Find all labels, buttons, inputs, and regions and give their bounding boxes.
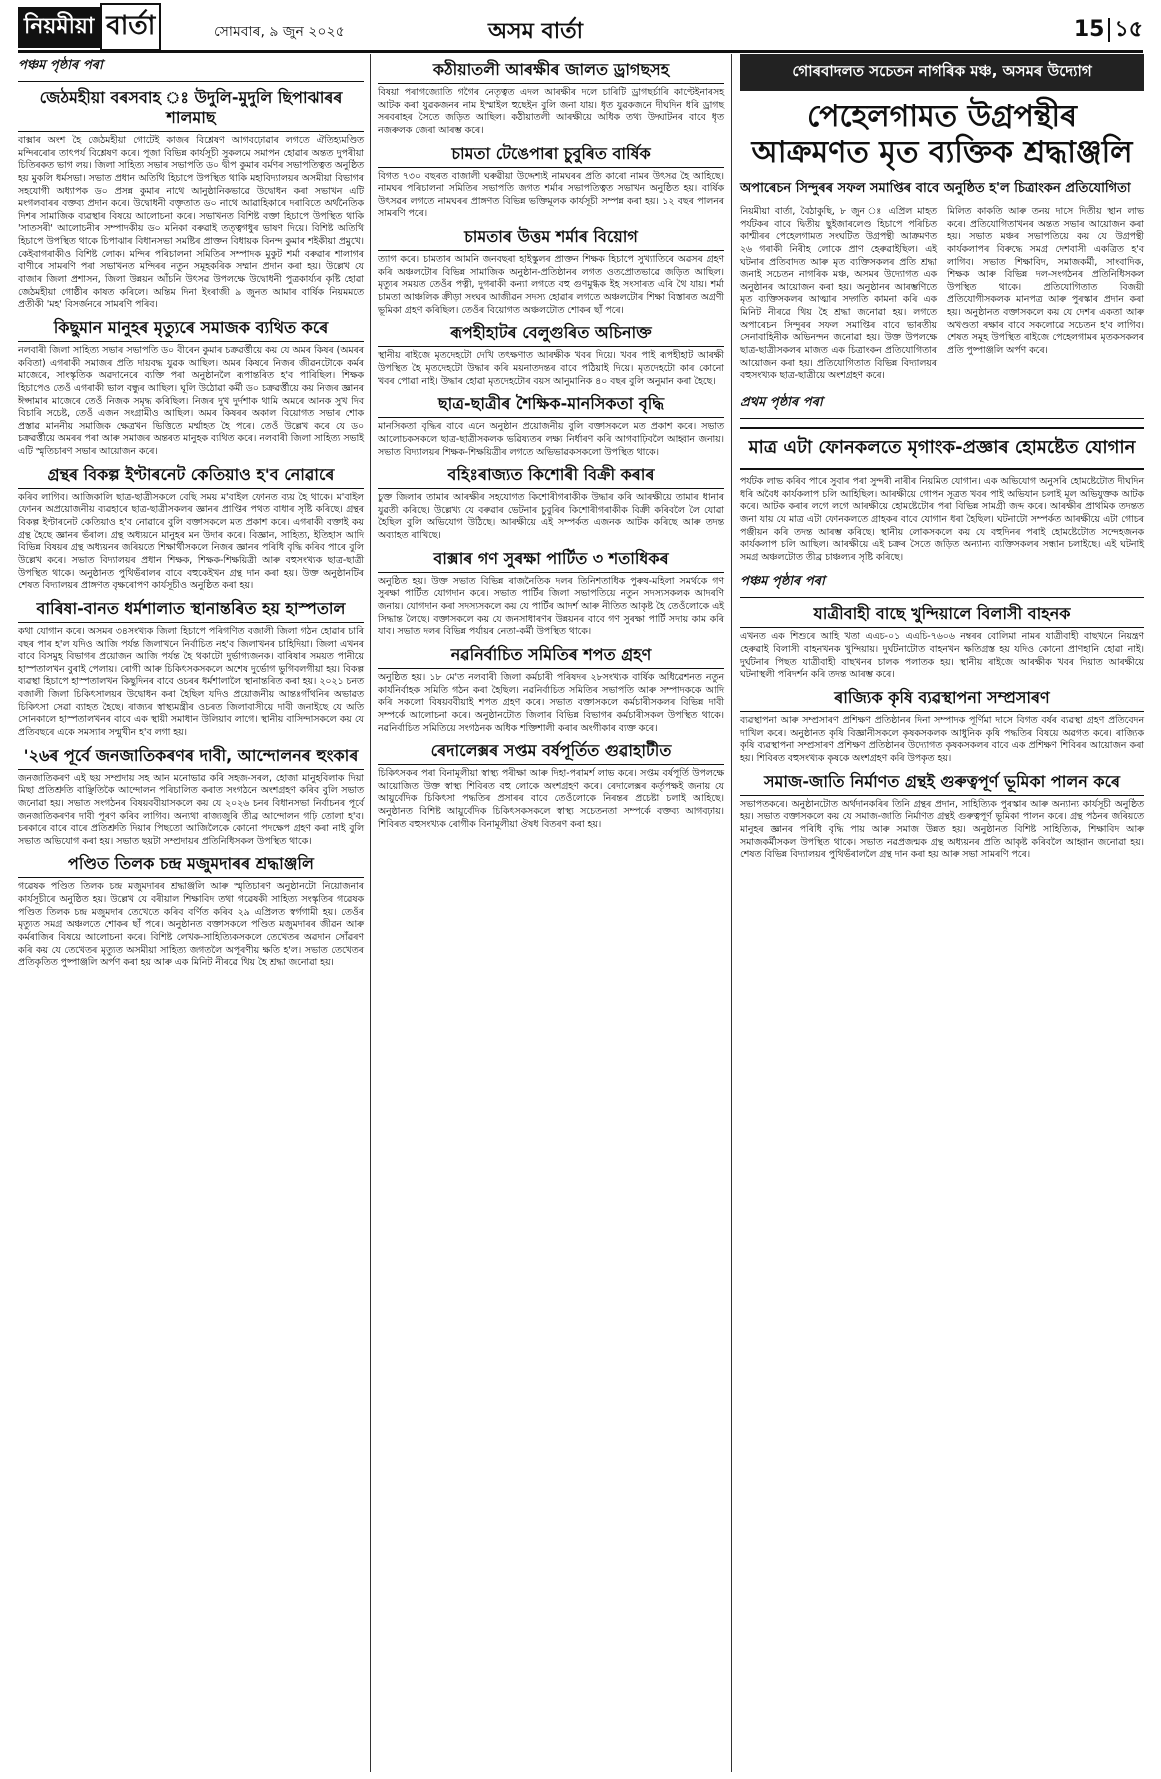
logo-part1: নিয়মীয়া	[18, 7, 100, 48]
page-number	[1074, 12, 1143, 49]
continued-label: পঞ্চম পৃষ্ঠাৰ পৰা	[18, 58, 103, 73]
article-body: সভাপতকৰে। অনুষ্ঠানটোত অৰ্থদানকৰিৰ তিনি গ্ৰন্থৰ প্ৰদান, সাহিত্যিক পুৰস্কাৰ আৰু অন্যান্য কাৰ্যসূচী অনুষ্ঠিত হয়। সভাত বক্তাসকলে কয় যে সমাজ-জাতি নিৰ্মাণত গ্ৰন্থই গুৰুত্বপূৰ্ণ ভূমিকা পালন কৰে। গ্ৰন্থ পঠনৰ জৰিয়তে মানুহৰ জ্ঞানৰ পৰিধি বৃদ্ধি পায় আৰু সমাজ উন্নত হয়। অনুষ্ঠানত বিশিষ্ট সাহিত্যিক, শিক্ষাবিদ আৰু সমাজকৰ্মীসকল উপস্থিত থাকে। সভাত নৱপ্ৰজন্মক গ্ৰন্থ অধ্যয়নৰ প্ৰতি আকৃষ্ট কৰিবলৈ আহ্বান জনোৱা হয়। শেষত বিভিন্ন বিদ্যালয়ৰ পুথিভঁৰাললৈ গ্ৰন্থ দান কৰা হয় আৰু সভা সামৰণি পৰে।	[740, 798, 1144, 861]
column-rule	[731, 54, 732, 1772]
article-headline: ছাত্ৰ-ছাত্ৰীৰ শৈক্ষিক-মানসিকতা বৃদ্ধি	[378, 394, 724, 418]
article-headline: মাত্ৰ এটা ফোনকলতে মৃগাংক-প্ৰজ্ঞাৰ হোমষ্টেত যোগান	[740, 427, 1144, 470]
divider	[740, 597, 1144, 598]
newspaper-logo	[18, 10, 161, 44]
article-body: বিষয়া পৰাগজ্যোতি গগৈৰ নেতৃত্বত এদল আৰক্ষীৰ দলে চাৰিটি ড্ৰাগছৰ্চাৰি কাণ্টেইনাৰসহ আটক কৰা যুৱকজনৰ নাম ইস্মাইল হুছেইন বুলি জনা যায়। ধৃত যুৱকজনে দীঘদিন ধৰি ড্ৰাগছ সৰবৰাহৰ সৈতে জড়িত আছিল। কঠীয়াতলী আৰক্ষীয়ে অধিক তথ্য উদ্ঘাটনৰ বাবে ধৃত নজৰুলক জেৰা আৰম্ভ কৰে।	[378, 87, 724, 136]
article-headline: চামতাৰ উত্তম শৰ্মাৰ বিয়োগ	[378, 227, 724, 251]
lead-headline-line1: পেহেলগামত উগ্ৰপন্থীৰ	[806, 99, 1078, 134]
article-body: অনুষ্ঠিত হয়। ১৮ মে'ত নলবাৰী জিলা কৰ্মচাৰী পৰিষদৰ ২৮সংখ্যক বাৰ্ষিক অধিৱেশনত নতুন কাৰ্যনিৰ্বাহক সমিতি গঠন কৰা হৈছিল। নৱনিৰ্বাচিত সমিতিৰ সভাপতি আৰু সম্পাদককে আদি কৰি সকলো বিষয়ববীয়াই শপত গ্ৰহণ কৰে। সভাত বক্তাসকলে কৰ্মচাৰীসকলৰ বিভিন্ন দাবী সম্পৰ্কে আলোচনা কৰে। অনুষ্ঠানটোত জিলাৰ বিভিন্ন বিভাগৰ কৰ্মচাৰীসকল উপস্থিত থাকে। নৱনিৰ্বাচিত সমিতিয়ে সংগঠনক অধিক শক্তিশালী কৰাৰ অংগীকাৰ ব্যক্ত কৰে।	[378, 671, 724, 734]
article-body: বিগত ৭৩০ বছৰত বাজালী ঘৰুৱীয়া উদ্দেশ্যই নামঘৰৰ প্ৰতি কাৰো নামৰ উৎসৱ হৈ আহিছে। নামঘৰ পৰিচালনা সমিতিৰ সভাপতি জগত শৰ্মাৰ সভাপতিত্বত সভাখন অনুষ্ঠিত হয়। বাৰ্ষিক উৎসৱৰ লগতে নামঘৰৰ প্ৰাঙ্গণত বিভিন্ন ভক্তিমূলক কাৰ্যসূচী সম্পন্ন কৰা হয়। ১২ বছৰ পালনৰ সামৰণি পৰে।	[378, 170, 724, 220]
article-headline: যাত্ৰীবাহী বাছে খুন্দিয়ালে বিলাসী বাহনক	[740, 604, 1144, 628]
column-rule	[370, 54, 371, 1772]
lead-body-left: নিয়মীয়া বাৰ্তা, বৈঠাকুছি, ৮ জুন ঃ এপ্ৰিল মাহত পৰ্যটকৰ বাবে দ্বিতীয় ছুইজাৰলেণ্ড হিচাপে পৰিচিত কাশ্মীৰৰ পেহেলগামত সংঘটিত উগ্ৰপন্থী আক্ৰমণত ২৬ গৰাকী নিৰীহ লোকে প্ৰাণ হেৰুৱাইছিল। এই ঘটনাৰ প্ৰতিবাদত আৰু মৃত ব্যক্তিসকলৰ প্ৰতি শ্ৰদ্ধা জনাই সচেতন নাগৰিক মঞ্চ, অসমৰ উদ্যোগত এক অনুষ্ঠানৰ আয়োজন কৰা হয়। অনুষ্ঠানৰ আৰম্ভণিতে মৃত ব্যক্তিসকলৰ আত্মাৰ সদ্গতি কামনা কৰি এক মিনিট নীৰৱে থিয় হৈ শ্ৰদ্ধা জনোৱা হয়। লগতে অপাৰেচন সিন্দুৰৰ সফল সমাপ্তিৰ বাবে ভাৰতীয় সেনাবাহিনীক অভিনন্দন জনোৱা হয়। উক্ত উপলক্ষে ছাত্ৰ-ছাত্ৰীসকলৰ মাজত এক চিত্ৰাংকন প্ৰতিযোগিতাৰ আয়োজন কৰা হয়। প্ৰতিযোগিতাত বিভিন্ন বিদ্যালয়ৰ বহুসংখ্যক ছাত্ৰ-ছাত্ৰীয়ে অংশগ্ৰহণ কৰে।	[740, 206, 937, 382]
article-body: ব্যৱস্থাপনা আৰু সম্প্ৰসাৰণ প্ৰশিক্ষণ প্ৰতিষ্ঠানৰ দিনা সম্পাদক পূৰ্ণিমা দাসে বিগত বৰ্ষৰ ব্যৱস্থা গ্ৰহণ প্ৰতিবেদন দাখিল কৰে। অনুষ্ঠানত কৃষি বিজ্ঞানীসকলে কৃষকসকলক আধুনিক কৃষি পদ্ধতিৰ বিষয়ে অৱগত কৰে। ৰাজ্যিক কৃষি ব্যৱস্থাপনা সম্প্ৰসাৰণ প্ৰশিক্ষণ প্ৰতিষ্ঠানৰ উদ্যোগত কৃষকসকলৰ বাবে এক প্ৰশিক্ষণ শিবিৰৰ আয়োজন কৰা হয়। শিবিৰত বহুসংখ্যক কৃষকে অংশগ্ৰহণ কৰি উপকৃত হয়।	[740, 715, 1144, 764]
article-headline: ৰেদালেক্সৰ সপ্তম বৰ্ষপূৰ্তিত গুৱাহাটীত	[378, 741, 724, 765]
article-headline: বাৰিষা-বানত ধৰ্মশালাত স্থানান্তৰিত হয় হাস্পতাল	[18, 599, 364, 623]
divider	[740, 418, 1144, 419]
article-headline: চামতা টেঙেপাৰা চুবুৰিত বাৰ্ষিক	[378, 144, 724, 168]
lead-body-right: মিলিত কাকতি আৰু তনয় দাসে দিতীয় স্থান লাভ কৰে। প্ৰতিযোগিতাখনৰ অন্তত সভাৰ আয়োজন কৰা হয়। সভাত মঞ্চৰ সভাপতিয়ে কয় যে উগ্ৰপন্থী কাৰ্যকলাপৰ বিৰুদ্ধে সমগ্ৰ দেশবাসী একত্ৰিত হ'ব লাগিব। সভাত শিক্ষাবিদ, সমাজকৰ্মী, সাংবাদিক, শিক্ষক আৰু বিভিন্ন দল-সংগঠনৰ প্ৰতিনিধিসকল উপস্থিত থাকে। প্ৰতিযোগিতাত বিজয়ী প্ৰতিযোগীসকলক মানপত্ৰ আৰু পুৰস্কাৰ প্ৰদান কৰা হয়। অনুষ্ঠানত বক্তাসকলে কয় যে দেশৰ একতা আৰু অখণ্ডতা ৰক্ষাৰ বাবে সকলোৱে সচেতন হ'ব লাগিব। শেষত সমূহ উপস্থিত ৰাইজে পেহেলগামৰ মৃতকসকলৰ প্ৰতি পুষ্পাঞ্জলি অৰ্পণ কৰে।	[947, 206, 1144, 357]
article-body: কথা যোগান কৰে। অসমৰ ৩৪সংখ্যক জিলা হিচাপে পৰিগণিত বজালী জিলা গঠন হোৱাৰ চাৰি বছৰ পাৰ হ'ল যদিও আজি পৰ্যন্ত জিলাখনে নিৰ্বাচিত নহ'ব জিলাখনৰ চাহিদিয়া। জিলা এখনৰ বাবে বিসমুহ বিভাগৰ প্ৰয়োজন আজি পৰ্যন্ত হৈ থকাটো দুৰ্ভাগ্যজনক। বাৰিষাৰ সময়ত পানীয়ে হাস্পতালখন বুৰাই পেলায়। ৰোগী আৰু চিকিৎসকসকলে অশেষ দুৰ্ভোগ ভুগিবলগীয়া হয়। বিকল্প ব্যৱস্থা হিচাপে হাস্পতালখন কিছুদিনৰ বাবে ওচৰৰ ধৰ্মশালালৈ স্থানান্তৰিত কৰা হয়। ২০২১ চনত বজালী জিলা চিকিৎসালয়ৰ উদ্বোধন কৰা হৈছিল যদিও প্ৰয়োজনীয় আন্তঃগাঁথনিৰ অভাৱত চিকিৎসা সেৱা ব্যাহত হৈছে। ৰাজ্যৰ স্বাস্থ্যমন্ত্ৰীৰ ওচৰত জিলাবাসীয়ে দাবী জনাইছে যে অতি সোনকালে হাস্পতালখনৰ বাবে এক স্থায়ী সমাধান উলিয়াব লাগে। স্থানীয় বাসিন্দাসকলে কয় যে প্ৰতিবছৰে একে সমস্যাৰ সন্মুখীন হ'ব লগা হয়।	[18, 625, 364, 738]
logo-part2: বার্তা	[100, 3, 161, 51]
page-number-assamese: ১৫	[1114, 17, 1143, 42]
issue-date: সোমবাৰ, ৯ জুন ২০২৫	[214, 24, 345, 40]
column-right	[740, 54, 1144, 866]
article-headline: সমাজ-জাতি নিৰ্মাণত গ্ৰন্থই গুৰুত্বপূৰ্ণ ভূমিকা পালন কৰে	[740, 772, 1144, 796]
section-title: অসম বাৰ্তা	[488, 19, 583, 44]
article-body: জনজাতিকৰণ এই ছয় সম্প্ৰদায় সহ আন মনোভাৱ কৰি সহজ-সৰল, হোজা মানুহবিলাক দিয়া মিছা প্ৰতিশ্ৰুতি বাঞ্ছিতিকৈ আন্দোলন পৰিচালিত কৰাত সংগঠনে অংশগ্ৰহণ কৰিব বুলি সভাত জনোৱা হয়। সভাত সংগঠনৰ বিষয়ববীয়াসকলে কয় যে ২০২৬ চনৰ বিধানসভা নিৰ্বাচনৰ পূৰ্বে জনজাতিকৰণৰ দাবী পূৰণ কৰিব লাগিব। অন্যথা ৰাজ্যজুৰি তীব্ৰ আন্দোলন গঢ়ি তোলা হ'ব। চৰকাৰে বাৰে বাৰে প্ৰতিশ্ৰুতি দিয়াৰ পিছতো আজিলৈকে কোনো পদক্ষেপ গ্ৰহণ কৰা নাই বুলি সভাত অভিযোগ কৰা হয়। সভাত ছয়টা সম্প্ৰদায়ৰ প্ৰতিনিধিসকল উপস্থিত থাকে।	[18, 772, 364, 847]
article-body: এখনত এক শিশুৰে আহি খতা এএচ-০১ এএচি-৭৬০৬ নম্বৰৰ বোলিমা নামৰ যাত্ৰীবাহী বাছখনে নিয়ন্ত্ৰণ হেৰুৱাই বিলাসী বাহনখনক খুন্দিয়ায়। দুৰ্ঘটনাটোত বাহনখন ক্ষতিগ্ৰস্ত হয় যদিও কোনো প্ৰাণহানি হোৱা নাই। দুৰ্ঘটনাৰ পিছত যাত্ৰীবাহী বাছখনৰ চালক পলাতক হয়। স্থানীয় ৰাইজে আৰক্ষীক খবৰ দিয়াত আৰক্ষীয়ে ঘটনাস্থলী পৰিদৰ্শন কৰি তদন্ত আৰম্ভ কৰে।	[740, 631, 1144, 681]
article-headline: বহিঃৰাজ্যত কিশোৰী বিক্ৰী কৰাৰ	[378, 465, 724, 489]
article-body: মানসিকতা বৃদ্ধিৰ বাবে এনে অনুষ্ঠান প্ৰয়োজনীয় বুলি বক্তাসকলে মত প্ৰকাশ কৰে। সভাত আলোচকসকলে ছাত্ৰ-ছাত্ৰীসকলক ভৱিষ্যতৰ লক্ষ্য নিৰ্ধাৰণ কৰি আগবাঢ়িবলৈ আহ্বান জনায়। সভাত বিদ্যালয়ৰ শিক্ষক-শিক্ষয়িত্ৰীৰ লগতে অভিভাৱকসকলো উপস্থিত থাকে।	[378, 421, 724, 458]
article-headline: নৱনিৰ্বাচিত সমিতিৰ শপত গ্ৰহণ	[378, 645, 724, 669]
masthead	[18, 6, 1143, 53]
article-body: ত্যাগ কৰে। চামতাৰ আমনি জনবছৰা হাইস্কুলৰ প্ৰাক্তন শিক্ষক হিচাপে সুখ্যাতিৰে অৱসৰ গ্ৰহণ কৰি অঞ্চলটোৰ বিভিন্ন সামাজিক অনুষ্ঠান-প্ৰতিষ্ঠানৰ লগত ওতপ্ৰোতভাৱে জড়িত আছিল। মৃত্যুৰ সময়ত তেওঁৰ পত্নী, দুগৰাকী কন্যা লগতে বহু গুণমুগ্ধক ইহ সংসাৰত এৰি থৈ যায়। শৰ্মা চামতা আঞ্চলিক ক্ৰীড়া সংঘৰ আজীৱন সদস্য হোৱাৰ লগতে অঞ্চলটোৰ শিক্ষা বিস্তাৰত অগ্ৰণী ভূমিকা গ্ৰহণ কৰিছিল। তেওঁৰ বিয়োগত অঞ্চলটোত শোকৰ ছাঁ পৰে।	[378, 254, 724, 316]
article-body: কৰিব লাগিব। আজিকালি ছাত্ৰ-ছাত্ৰীসকলে বেছি সময় ম'বাইল ফোনত ব্যয় হৈ থাকে। ম'বাইল ফোনৰ অপ্ৰয়োজনীয় ব্যৱহাৰে ছাত্ৰ-ছাত্ৰীসকলৰ জ্ঞানৰ প্ৰাপ্তিৰ পথত বাধাৰ সৃষ্টি কৰিছে। গ্ৰন্থৰ বিকল্প ইণ্টাৰনেট কেতিয়াও হ'ব নোৱাৰে বুলি বক্তাসকলে মত প্ৰকাশ কৰে। এগৰাকী বক্তাই কয় গ্ৰন্থ হৈছে জ্ঞানৰ ভঁৰাল। গ্ৰন্থ অধ্যয়নে মানুহৰ মন উদাৰ কৰে। বিজ্ঞান, সাহিত্য, ইতিহাস আদি বিভিন্ন বিষয়ৰ গ্ৰন্থ অধ্যয়নৰ জৰিয়তে শিক্ষাৰ্থীসকলে নিজৰ জ্ঞানৰ পৰিধি বৃদ্ধি কৰিব পাৰে বুলি উল্লেখ কৰে। সভাত বিদ্যালয়ৰ প্ৰধান শিক্ষক, শিক্ষক-শিক্ষয়িত্ৰী আৰু বহুসংখ্যক ছাত্ৰ-ছাত্ৰী উপস্থিত থাকে। অনুষ্ঠানত পুথিভঁৰালৰ বাবে বহুকেইখন গ্ৰন্থ দান কৰা হয়। উক্ত অনুষ্ঠানটিৰ শেষত বিদ্যালয়ৰ প্ৰাঙ্গণত বৃক্ষৰোপণ কাৰ্যসূচীও অনুষ্ঠিত কৰা হয়।	[18, 491, 364, 592]
article-body: বাক্সাৰ অংশ হৈ জেঠমহীয়া গোটেই কাজৰ বিশ্লেষণ আগবঢ়োৱাৰ লগতে ঐতিহ্যমণ্ডিত মন্দিৰৰোৰ তাৎপৰ্য বিশ্লেষণ কৰে। পূজা বিভিন্ন কাৰ্যসূচী সুকলমে সমাপন হোৱাৰ অন্তত দুপৰীয়া চিতিৰকত ভাগ লয়। জিলা সাহিত্য সভাৰ সভাপতি ড০ দ্বীপ কুমাৰ বৰ্মণৰ সভাপতিত্বত অনুষ্ঠিত হয় মুকলি ধৰ্মসভা। সভাত প্ৰধান অতিথি হিচাপে উপস্থিত থাকি মহাবিদ্যালয়ৰ অসমীয়া বিভাগৰ সহযোগী অধ্যাপক ড০ প্ৰসন্ন কুমাৰ নাথে আনুষ্ঠানিকভাৱে উদ্বোধন কৰা সভাখন এটি মংগলবাৰৰ বক্তব্য প্ৰদান কৰে। উদ্বোধনী বক্তৃতাত ড০ নাথে আৱাহিকাৰে দৰাবিতে অৰ্থনৈতিক দিশৰ সামাজিক ব্যৱস্থাৰ বিষয়ে আলোচনা কৰে। সভাখনত বিশিষ্ট বক্তা হিচাপে উপস্থিত থাকি 'সাতসৰী' আলোচনীৰ সম্পাদকীয় ড০ মনিকা বৰুৱাই তত্ত্বগধুৰ ভাষণ দিয়ে। বিশিষ্ট অতিথি হিচাপে উপস্থিত থাকে চিপাঝাৰ বিধানসভা সমষ্টিৰ প্ৰাক্তন বিধায়ক বিনন্দ কুমাৰ শইকীয়া প্ৰমুখে। কেইবাগৰাকীও বিশিষ্ট লোক। মন্দিৰ পৰিচালনা সমিতিৰ সম্পাদক মুকুট শৰ্মা বৰুৱাৰ শালাগৰ বাণীৰে সামৰণি পৰা সভাখনত মন্দিৰৰ নতুন সমূহকৰিক সম্মান প্ৰদান কৰা হয়। উল্লেখ যে বাজাৰ জিলা প্ৰশাসন, জিলা উন্নয়ন আঁচনি উৎসৱ উপলক্ষে উদ্বোধনী পুত্ৰকাৰ্য্যৰ কৃষ্টি হোৱা জেঠমহীয়া গোষ্ঠীৰ কাষত কৰিলে। অন্তিম দিনা ইংৰাজী ৯ জুনত আমাৰ বাৰ্ষিক নিয়মমতে প্ৰতীকী 'মহ' বিসৰ্জনৰে সামৰণি পৰিব।	[18, 135, 364, 311]
lead-article-body	[740, 206, 1144, 383]
continued-label: পঞ্চম পৃষ্ঠাৰ পৰা	[740, 574, 825, 590]
article-headline: '২৬ৰ পূৰ্বে জনজাতিকৰণৰ দাবী, আন্দোলনৰ হুংকাৰ	[18, 746, 364, 770]
article-headline: কঠীয়াতলী আৰক্ষীৰ জালত ড্ৰাগছসহ	[378, 60, 724, 84]
article-headline: কিছুমান মানুহৰ মৃত্যুৰে সমাজক ব্যথিত কৰে	[18, 318, 364, 342]
divider	[18, 81, 364, 82]
column-middle	[378, 54, 724, 835]
lead-subheadline: অপাৰেচন সিন্দুৰৰ সফল সমাপ্তিৰ বাবে অনুষ্ঠিত হ'ল চিত্ৰাংকন প্ৰতিযোগিতা	[740, 181, 1131, 196]
article-headline: পণ্ডিত তিলক চন্দ্ৰ মজুমদাৰৰ শ্ৰদ্ধাঞ্জলি	[18, 854, 364, 878]
article-body: পৰ্যটক লাভ কৰিব পাৰে সুবাৰ পৰা সুন্দৰী নাৰীৰ নিয়মিত যোগান। এক অভিযোগ অনুসৰি হোমষ্টেটোত দীঘদিন ধৰি অবৈধ কাৰ্যকলাপ চলি আহিছিল। আৰক্ষীয়ে গোপন সূত্ৰত খবৰ পাই অভিযান চলাই মূল অভিযুক্তক আটক কৰে। আটক কৰাৰ লগে লগে আৰক্ষীয়ে হোমষ্টেটোৰ পৰা বিভিন্ন সামগ্ৰী জব্দ কৰে। আৰক্ষীৰ প্ৰাথমিক তদন্তত জনা যায় যে মাত্ৰ এটা ফোনকলতে গ্ৰাহকৰ বাবে যোগান ধৰা হৈছিল। ঘটনাটো সম্পৰ্কত আৰক্ষীয়ে এটা গোচৰ পঞ্জীয়ন কৰি তদন্ত আৰম্ভ কৰিছে। স্থানীয় লোকসকলে কয় যে বহুদিনৰ পৰাই হোমষ্টেটোত সন্দেহজনক কাৰ্যকলাপ চলি আছিল। আৰক্ষীয়ে এই চক্ৰৰ সৈতে জড়িত অন্যান্য ব্যক্তিসকলৰ সন্ধান চলাইছে। এই ঘটনাই সমগ্ৰ অঞ্চলটোত তীব্ৰ চাঞ্চল্যৰ সৃষ্টি কৰিছে।	[740, 475, 1144, 563]
continued-label: প্ৰথম পৃষ্ঠাৰ পৰা	[740, 394, 823, 410]
page-number-latin: 15	[1073, 17, 1105, 42]
article-headline: জেঠমহীয়া বৰসবাহ ঃ উদুলি-মুদুলি ছিপাঝাৰৰ শালমাছ	[18, 88, 364, 132]
article-headline: ৰূপহীহাটৰ বেলুগুৰিত অচিনাক্ত	[378, 323, 724, 347]
article-headline: ৰাজ্যিক কৃষি ব্যৱস্থাপনা সম্প্ৰসাৰণ	[740, 688, 1144, 712]
article-body: চুক্ত জিলাৰ তামাৰ আৰক্ষীৰ সহযোগত কিশোৰীগৰাকীক উদ্ধাৰ কৰি আৰক্ষীয়ে তামাৰ ধানাৰ যুৱতী কৰিছে। উল্লেখ্য যে বৰুৱাৰ ভেটনাৰ চুবুৰিৰ কিশোৰীগৰাকীক বিক্ৰী কৰিবলৈ লৈ যোৱা হৈছিল বুলি অভিযোগ উঠিছে। আৰক্ষীয়ে এই সম্পৰ্কত এজনক আটক কৰিছে আৰু তদন্ত অব্যাহত ৰাখিছে।	[378, 492, 724, 542]
article-headline: বাক্সাৰ গণ সুৰক্ষা পাৰ্টিত ৩ শতাধিকৰ	[378, 549, 724, 573]
article-body: অনুষ্ঠিত হয়। উক্ত সভাত বিভিন্ন ৰাজনৈতিক দলৰ তিনিশতাধিক পুৰুষ-মহিলা সমৰ্থকে গণ সুৰক্ষা পাৰ্টিত যোগদান কৰে। সভাত পাৰ্টিৰ জিলা সভাপতিয়ে নতুন সদস্যসকলক আদৰণি জনায়। যোগদান কৰা সদস্যসকলে কয় যে পাৰ্টিৰ আদৰ্শ আৰু নীতিত আকৃষ্ট হৈ তেওঁলোকে এই সিদ্ধান্ত লৈছে। বক্তাসকলে কয় যে জনসাধাৰণৰ উন্নয়নৰ বাবে গণ সুৰক্ষা পাৰ্টি সদায় কাম কৰি যাব। সভাত দলৰ বিভিন্ন পৰ্যায়ৰ নেতা-কৰ্মী উপস্থিত থাকে।	[378, 575, 724, 638]
article-body: গৱেষক পণ্ডিত তিলক চন্দ্ৰ মজুমদাৰৰ শ্ৰদ্ধাঞ্জলি আৰু স্মৃতিচাৰণ অনুষ্ঠানটো নিয়োজনাৰ কাৰ্যসূচীৰে অনুষ্ঠিত হয়। উল্লেখ যে বৰীয়াল শিক্ষাবিদ তথা গৱেষকী সাহিত্য সংস্কৃতিৰ গৱেষক পণ্ডিত তিলক চন্দ্ৰ মজুমদাৰ তেখেতে কৰিব বৰ্ণিত কৰিব ২৯ এপ্ৰিলত স্বৰ্গগামী হয়। তেওঁৰ মৃত্যুত সমগ্ৰ অঞ্চলতে শোকৰ ছাঁ পৰে। অনুষ্ঠানত বক্তাসকলে পণ্ডিত মজুমদাৰৰ জীৱন আৰু কৰ্মৰাজিৰ বিষয়ে আলোচনা কৰে। বিশিষ্ট লেখক-সাহিত্যিকসকলে তেখেতৰ অৱদান সোঁৱৰণ কৰি কয় যে তেখেতৰ মৃত্যুত অসমীয়া সাহিত্য জগতলৈ অপূৰণীয় ক্ষতি হ'ল। সভাত তেখেতৰ প্ৰতিকৃতিত পুষ্পাঞ্জলি অৰ্পণ কৰা হয় আৰু এক মিনিট নীৰৱে থিয় হৈ শ্ৰদ্ধা জনোৱা হয়।	[18, 881, 364, 969]
article-headline: গ্ৰন্থৰ বিকল্প ইণ্টাৰনেট কেতিয়াও হ'ব নোৱাৰে	[18, 465, 364, 489]
article-body: স্থানীয় ৰাইজে মৃতদেহটো দেখি তৎক্ষণাত আৰক্ষীক খবৰ দিয়ে। খবৰ পাই ৰূপহীহাট আৰক্ষী উপস্থিত হৈ মৃতদেহটো উদ্ধাৰ কৰি ময়নাতদন্তৰ বাবে পঠিয়াই দিয়ে। মৃতদেহটো কাৰ কোনো খবৰ পোৱা নাই। উদ্ধাৰ হোৱা মৃতদেহটোৰ বয়স আনুমানিক ৪০ বছৰ বুলি অনুমান কৰা হৈছে।	[378, 350, 724, 387]
lead-banner: গোৰবাদলত সচেতন নাগৰিক মঞ্চ, অসমৰ উদ্যোগ	[740, 54, 1144, 91]
article-body: নলবাৰী জিলা সাহিত্য সভাৰ সভাপতি ড০ বীৰেন কুমাৰ চক্ৰৱৰ্ত্তীয়ে কয় যে অমৰ কিষৰ (অমৰৰ কবিতা) এগৰাকী সমাজৰ প্ৰতি দায়বদ্ধ যুৱক আছিল। অমৰ কিষৰে নিজৰ জীৱনটোকে কৰ্মৰ মাজেৰে, সাংস্কৃতিক অৱদানেৰে ব্যক্তি পৰা অনুষ্ঠানলৈ ৰূপান্তৰিত হ'ব পাৰিছিল। শিক্ষক হিচাপেও তেওঁ এগৰাকী ভাল বন্ধুৰ আছিল। ঘূলি উঠোৱা কৰ্মী ড০ চক্ৰৱৰ্ত্তীয়ে কয় নিজৰ জ্ঞানৰ ঈপ্সামাৰ মাজেৰে তেওঁ নিজক সমৃদ্ধ কৰিছিল। নিজৰ দুখ দুৰ্দশাক থামি অমৰে আনক সুখ দিব বিচাৰি সচেষ্ট, তেওঁ এজন সংগ্ৰামীও আছিল। অমৰ কিষৰৰ অকাল বিয়োগত সভাৰ শোক প্ৰস্তাৱ মাননীয় সমাজিক ক্ষেত্ৰখন ভিত্তিতে মৰ্ম্মাহত হৈ পৰে। তেওঁ উল্লেখ কৰে যে ড০ চক্ৰৱৰ্ত্তীয়ে অমৰৰ পৰা আৰু সমাজৰ অন্তৰত মানুহক ব্যথিত কৰে। নলবাৰী জিলা সাহিত্য সভাই এটি স্মৃতিচাৰণ সভাৰ আয়োজন কৰে।	[18, 344, 364, 458]
article-body: চিকিৎসকৰ পৰা বিনামূলীয়া স্বাস্থ্য পৰীক্ষা আৰু দিহা-পৰামৰ্শ লাভ কৰে। সপ্তম বৰ্ষপূৰ্তি উপলক্ষে আয়োজিত উক্ত স্বাস্থ্য শিবিৰত বহু লোকে অংশগ্ৰহণ কৰে। ৰেদালেক্সৰ কৰ্তৃপক্ষই জনায় যে আয়ুৰ্বেদিক চিকিৎসা পদ্ধতিৰ প্ৰসাৰৰ বাবে তেওঁলোকে নিৰন্তৰ প্ৰচেষ্টা চলাই আহিছে। অনুষ্ঠানত বিশিষ্ট আয়ুৰ্বেদিক চিকিৎসকসকলে স্বাস্থ্য সচেতনতা সম্পৰ্কে বক্তব্য আগবঢ়ায়। শিবিৰত বহুসংখ্যক ৰোগীক বিনামূলীয়া ঔষধ বিতৰণ কৰা হয়।	[378, 768, 724, 830]
lead-headline-line2: আক্ৰমণত মৃত ব্যক্তিক শ্ৰদ্ধাঞ্জলি	[751, 135, 1133, 170]
column-left	[18, 54, 364, 974]
